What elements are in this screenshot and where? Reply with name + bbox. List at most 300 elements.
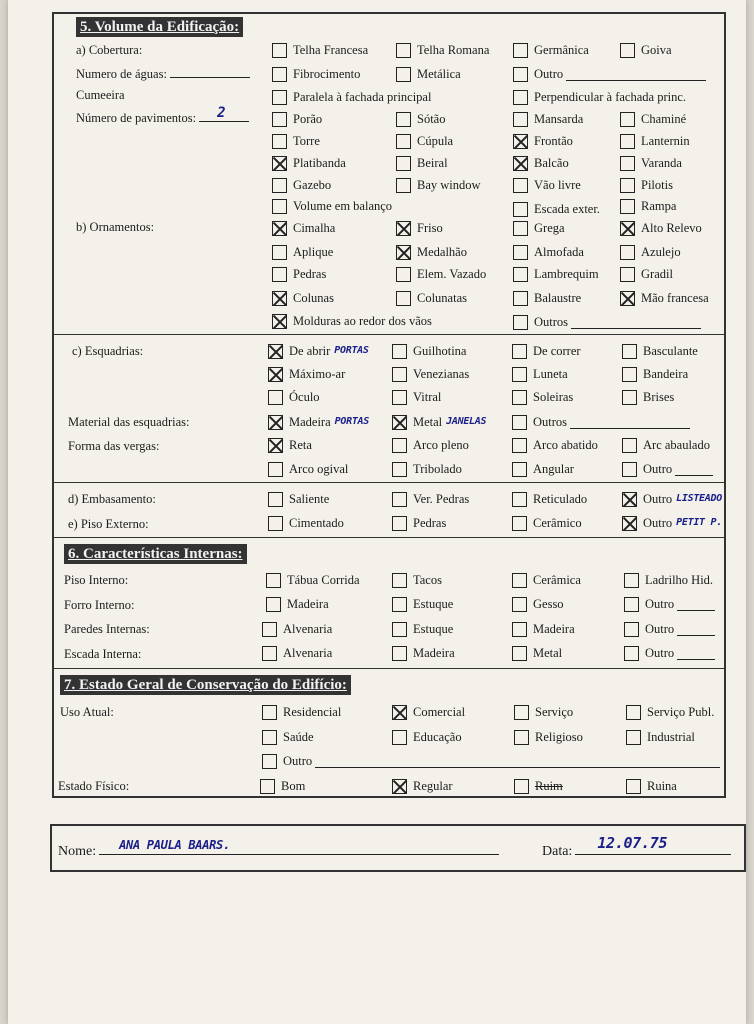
option-cupula [396, 132, 453, 150]
option-label: Pedras [293, 267, 327, 281]
handwritten-note: JANELAS [446, 416, 487, 427]
checkbox-outro[interactable] [624, 597, 639, 612]
checkbox-religioso[interactable] [514, 730, 529, 745]
option-madeira [512, 620, 575, 638]
option-outro [624, 620, 715, 638]
option-label: Outro [645, 646, 675, 660]
checkbox-bay-window[interactable] [396, 178, 411, 193]
option-telha-francesa [272, 41, 368, 59]
option-label: Goiva [641, 43, 672, 57]
option-label: Outro [645, 622, 675, 636]
checkbox-metal[interactable] [392, 415, 407, 430]
option-label: Reticulado [533, 492, 588, 506]
uso-atual-label: Uso Atual: [60, 705, 114, 719]
option-beiral [396, 154, 448, 172]
option-label: Friso [417, 221, 443, 235]
checkbox-balaustre[interactable] [513, 291, 528, 306]
checkbox-alvenaria[interactable] [262, 622, 277, 637]
option-educacao [392, 728, 462, 746]
option-label: Azulejo [641, 245, 681, 259]
option-label: Comercial [413, 705, 466, 719]
option-label: Guilhotina [413, 344, 467, 358]
pavimentos-field[interactable] [199, 105, 249, 122]
checkbox-friso[interactable] [396, 221, 411, 236]
checkbox-outro[interactable] [513, 67, 528, 82]
option-outro [513, 65, 706, 83]
option-regular [392, 777, 453, 795]
handwritten-note: LISTEADO [676, 493, 722, 504]
checkbox-saude[interactable] [262, 730, 277, 745]
option-label: Pilotis [641, 178, 673, 192]
option-ver-pedras [392, 490, 469, 508]
checkbox-outro[interactable] [622, 492, 637, 507]
option-label: Perpendicular à fachada princ. [534, 90, 687, 104]
option-tabua-corrida [266, 571, 360, 589]
checkbox-servico-publ[interactable] [626, 705, 641, 720]
checkbox-mansarda[interactable] [513, 112, 528, 127]
checkbox-paralela-a-fachada-principal[interactable] [272, 90, 287, 105]
option-label: Arco abatido [533, 438, 598, 452]
option-torre [272, 132, 320, 150]
option-colunas [272, 289, 334, 307]
option-de-abrir [268, 342, 369, 360]
option-almofada [513, 243, 584, 261]
option-label: Educação [413, 730, 462, 744]
checkbox-colunatas[interactable] [396, 291, 411, 306]
checkbox-angular[interactable] [512, 462, 527, 477]
checkbox-chamine[interactable] [620, 112, 635, 127]
option-label: Estuque [413, 597, 454, 611]
checkbox-outro[interactable] [262, 754, 277, 769]
other-field[interactable] [315, 755, 720, 768]
checkbox-pilotis[interactable] [620, 178, 635, 193]
option-germanica [513, 41, 589, 59]
pavimentos-value: 2 [217, 105, 226, 121]
option-label: Germânica [534, 43, 589, 57]
paper-sheet [8, 0, 746, 1024]
option-industrial [626, 728, 695, 746]
other-field[interactable] [675, 463, 713, 476]
option-label: Paralela à fachada principal [293, 90, 432, 104]
option-label: Ladrilho Hid. [645, 573, 714, 587]
option-label: Outro [534, 67, 564, 81]
checkbox-goiva[interactable] [620, 43, 635, 58]
option-label: Medalhão [417, 245, 467, 259]
option-label: Bay window [417, 178, 481, 192]
option-varanda [620, 154, 682, 172]
option-label: Metal [413, 415, 443, 429]
option-oculo [268, 388, 320, 406]
option-label: De correr [533, 344, 581, 358]
option-label: Madeira [287, 597, 329, 611]
option-label: Máximo-ar [289, 367, 346, 381]
checkbox-arco-pleno[interactable] [392, 438, 407, 453]
option-label: Varanda [641, 156, 682, 170]
checkbox-arc-abaulado[interactable] [622, 438, 637, 453]
other-field[interactable] [566, 68, 706, 81]
checkbox-fibrocimento[interactable] [272, 67, 287, 82]
checkbox-regular[interactable] [392, 779, 407, 794]
checkbox-arco-abatido[interactable] [512, 438, 527, 453]
option-medalhao [396, 243, 467, 261]
option-arco-ogival [268, 460, 348, 478]
checkbox-comercial[interactable] [392, 705, 407, 720]
option-comercial [392, 703, 465, 721]
checkbox-reta[interactable] [268, 438, 283, 453]
option-pilotis [620, 176, 673, 194]
checkbox-guilhotina[interactable] [392, 344, 407, 359]
option-label: Pedras [413, 516, 447, 530]
checkbox-alto-relevo[interactable] [620, 221, 635, 236]
option-chamine [620, 110, 686, 128]
handwritten-note: PETIT P. [676, 517, 722, 528]
piso-externo-label: e) Piso Externo: [68, 517, 149, 531]
option-madeira [266, 595, 329, 613]
divider [54, 482, 724, 483]
option-frontao [513, 132, 573, 150]
checkbox-germanica[interactable] [513, 43, 528, 58]
option-lanternin [620, 132, 690, 150]
option-label: Venezianas [413, 367, 470, 381]
option-estuque [392, 595, 453, 613]
checkbox-outro[interactable] [624, 646, 639, 661]
handwritten-note: PORTAS [334, 345, 369, 356]
checkbox-beiral[interactable] [396, 156, 411, 171]
checkbox-outro[interactable] [624, 622, 639, 637]
section-6-title: 6. Características Internas: [64, 544, 247, 564]
signature-box [50, 824, 746, 872]
option-label: Saliente [289, 492, 330, 506]
option-label: Bom [281, 779, 306, 793]
checkbox-azulejo[interactable] [620, 245, 635, 260]
option-label: Gradil [641, 267, 673, 281]
option-label: Outro [643, 492, 673, 506]
checkbox-alvenaria[interactable] [262, 646, 277, 661]
checkbox-outros[interactable] [512, 415, 527, 430]
option-venezianas [392, 365, 469, 383]
forro-interno-label: Forro Interno: [64, 598, 135, 612]
option-mansarda [513, 110, 583, 128]
other-field[interactable] [571, 316, 701, 329]
option-ceramico [512, 514, 582, 532]
checkbox-madeira[interactable] [266, 597, 281, 612]
checkbox-residencial[interactable] [262, 705, 277, 720]
option-label: Arco pleno [413, 438, 469, 452]
checkbox-gazebo[interactable] [272, 178, 287, 193]
option-mao-francesa [620, 289, 709, 307]
option-sotao [396, 110, 445, 128]
option-outro [624, 595, 715, 613]
checkbox-perpendicular-a-fachada-princ[interactable] [513, 90, 528, 105]
other-field[interactable] [570, 416, 690, 429]
checkbox-lambrequim[interactable] [513, 267, 528, 282]
checkbox-escada-exter[interactable] [513, 202, 528, 217]
name-row: Nome: ANA PAULA BAARS. [58, 840, 499, 860]
date-row: Data: 12.07.75 [542, 840, 731, 860]
checkbox-porao[interactable] [272, 112, 287, 127]
option-label: Balaustre [534, 291, 582, 305]
option-tribolado [392, 460, 462, 478]
checkbox-medalhao[interactable] [396, 245, 411, 260]
checkbox-pedras[interactable] [392, 516, 407, 531]
checkbox-aplique[interactable] [272, 245, 287, 260]
option-bom [260, 777, 305, 795]
checkbox-tribolado[interactable] [392, 462, 407, 477]
option-madeira [392, 644, 455, 662]
option-goiva [620, 41, 672, 59]
option-label: Angular [533, 462, 574, 476]
option-perpendicular-a-fachada-princ [513, 88, 686, 106]
option-label: Ruina [647, 779, 677, 793]
other-field[interactable] [677, 647, 715, 660]
option-label: Outro [643, 462, 673, 476]
option-angular [512, 460, 574, 478]
checkbox-telha-romana[interactable] [396, 43, 411, 58]
option-arco-pleno [392, 436, 469, 454]
option-outro [624, 644, 715, 662]
option-servico-publ [626, 703, 714, 721]
option-label: Gazebo [293, 178, 332, 192]
option-label: Luneta [533, 367, 568, 381]
option-religioso [514, 728, 583, 746]
checkbox-ceramico[interactable] [512, 516, 527, 531]
checkbox-ver-pedras[interactable] [392, 492, 407, 507]
checkbox-basculante[interactable] [622, 344, 637, 359]
option-label: Ver. Pedras [413, 492, 470, 506]
checkbox-servico[interactable] [514, 705, 529, 720]
option-colunatas [396, 289, 467, 307]
name-field[interactable] [99, 840, 499, 855]
checkbox-rampa[interactable] [620, 199, 635, 214]
checkbox-telha-francesa[interactable] [272, 43, 287, 58]
checkbox-vitral[interactable] [392, 390, 407, 405]
option-label: Vão livre [534, 178, 581, 192]
checkbox-luneta[interactable] [512, 367, 527, 382]
pavimentos-label: Número de pavimentos: 2 [76, 109, 249, 126]
checkbox-metalica[interactable] [396, 67, 411, 82]
option-label: Cimalha [293, 221, 336, 235]
section-7-title: 7. Estado Geral de Conservação do Edifício: [60, 675, 351, 695]
option-gradil [620, 265, 673, 283]
checkbox-oculo[interactable] [268, 390, 283, 405]
option-label: Bandeira [643, 367, 689, 381]
option-luneta [512, 365, 568, 383]
checkbox-vao-livre[interactable] [513, 178, 528, 193]
option-rampa [620, 197, 676, 215]
checkbox-saliente[interactable] [268, 492, 283, 507]
option-label: Cerâmica [533, 573, 581, 587]
option-label: Vitral [413, 390, 442, 404]
option-bay-window [396, 176, 481, 194]
checkbox-de-correr[interactable] [512, 344, 527, 359]
checkbox-industrial[interactable] [626, 730, 641, 745]
option-porao [272, 110, 322, 128]
option-volume-em-balanco [272, 197, 392, 215]
esquadrias-label: c) Esquadrias: [72, 344, 144, 358]
option-label: Reta [289, 438, 312, 452]
checkbox-molduras-ao-redor-dos-vaos[interactable] [272, 314, 287, 329]
checkbox-metal[interactable] [512, 646, 527, 661]
option-outros [513, 313, 701, 331]
option-label: Cerâmico [533, 516, 582, 530]
option-escada-exter [513, 200, 600, 218]
material-esquadrias-label: Material das esquadrias: [68, 415, 190, 429]
option-label: De abrir [289, 344, 331, 358]
option-ruim [514, 777, 563, 795]
other-field[interactable] [677, 598, 715, 611]
checkbox-platibanda[interactable] [272, 156, 287, 171]
checkbox-tacos[interactable] [392, 573, 407, 588]
checkbox-ceramica[interactable] [512, 573, 527, 588]
option-label: Mão francesa [641, 291, 709, 305]
checkbox-venezianas[interactable] [392, 367, 407, 382]
option-label: Rampa [641, 199, 677, 213]
option-label: Madeira [413, 646, 455, 660]
option-estuque [392, 620, 453, 638]
other-field[interactable] [677, 623, 715, 636]
option-label: Porão [293, 112, 323, 126]
option-friso [396, 219, 443, 237]
checkbox-torre[interactable] [272, 134, 287, 149]
checkbox-estuque[interactable] [392, 622, 407, 637]
option-label: Sótão [417, 112, 446, 126]
checkbox-brises[interactable] [622, 390, 637, 405]
option-ceramica [512, 571, 581, 589]
option-label: Volume em balanço [293, 199, 393, 213]
option-label: Chaminé [641, 112, 687, 126]
option-label: Almofada [534, 245, 584, 259]
checkbox-cimalha[interactable] [272, 221, 287, 236]
checkbox-grega[interactable] [513, 221, 528, 236]
option-label: Frontão [534, 134, 573, 148]
option-alvenaria [262, 644, 332, 662]
option-label: Balcão [534, 156, 569, 170]
option-label: Residencial [283, 705, 342, 719]
checkbox-estuque[interactable] [392, 597, 407, 612]
checkbox-gradil[interactable] [620, 267, 635, 282]
checkbox-volume-em-balanco[interactable] [272, 199, 287, 214]
checkbox-cupula[interactable] [396, 134, 411, 149]
option-label: Telha Romana [417, 43, 490, 57]
option-basculante [622, 342, 698, 360]
option-saude [262, 728, 314, 746]
forma-vergas-label: Forma das vergas: [68, 439, 160, 453]
embasamento-label: d) Embasamento: [68, 492, 156, 506]
piso-interno-label: Piso Interno: [64, 573, 129, 587]
option-label: Óculo [289, 390, 320, 404]
section-5-title: 5. Volume da Edificação: [76, 17, 243, 37]
option-molduras-ao-redor-dos-vaos [272, 312, 432, 330]
checkbox-ruim[interactable] [514, 779, 529, 794]
option-label: Outros [534, 315, 569, 329]
estado-fisico-label: Estado Físico: [58, 779, 130, 793]
option-label: Metálica [417, 67, 461, 81]
option-metalica [396, 65, 461, 83]
option-vao-livre [513, 176, 581, 194]
option-maximo-ar [268, 365, 345, 383]
checkbox-mao-francesa[interactable] [620, 291, 635, 306]
checkbox-varanda[interactable] [620, 156, 635, 171]
option-azulejo [620, 243, 681, 261]
option-label: Colunatas [417, 291, 467, 305]
aguas-label: Numero de águas: [76, 65, 250, 82]
checkbox-almofada[interactable] [513, 245, 528, 260]
option-guilhotina [392, 342, 466, 360]
option-label: Aplique [293, 245, 334, 259]
checkbox-educacao[interactable] [392, 730, 407, 745]
option-label: Alvenaria [283, 646, 333, 660]
checkbox-tabua-corrida[interactable] [266, 573, 281, 588]
option-label: Metal [533, 646, 563, 660]
aguas-field[interactable] [170, 65, 250, 78]
option-label: Regular [413, 779, 453, 793]
option-ladrilho-hid [624, 571, 713, 589]
option-ruina [626, 777, 677, 795]
checkbox-maximo-ar[interactable] [268, 367, 283, 382]
checkbox-lanternin[interactable] [620, 134, 635, 149]
checkbox-bom[interactable] [260, 779, 275, 794]
checkbox-cimentado[interactable] [268, 516, 283, 531]
checkbox-outro[interactable] [622, 516, 637, 531]
option-label: Soleiras [533, 390, 574, 404]
option-bandeira [622, 365, 688, 383]
checkbox-bandeira[interactable] [622, 367, 637, 382]
divider [54, 668, 724, 669]
checkbox-reticulado[interactable] [512, 492, 527, 507]
checkbox-gesso[interactable] [512, 597, 527, 612]
checkbox-colunas[interactable] [272, 291, 287, 306]
option-residencial [262, 703, 341, 721]
date-value: 12.07.75 [597, 834, 668, 852]
option-reta [268, 436, 312, 454]
option-label: Serviço [535, 705, 574, 719]
option-fibrocimento [272, 65, 360, 83]
checkbox-de-abrir[interactable] [268, 344, 283, 359]
checkbox-arco-ogival[interactable] [268, 462, 283, 477]
option-label: Outro [643, 516, 673, 530]
option-label: Tacos [413, 573, 442, 587]
option-label: Beiral [417, 156, 448, 170]
cumeeira-label: Cumeeira [76, 88, 125, 102]
option-brises [622, 388, 674, 406]
option-platibanda [272, 154, 346, 172]
checkbox-pedras[interactable] [272, 267, 287, 282]
option-label: Religioso [535, 730, 583, 744]
checkbox-madeira[interactable] [268, 415, 283, 430]
checkbox-sotao[interactable] [396, 112, 411, 127]
checkbox-balcao[interactable] [513, 156, 528, 171]
option-cimentado [268, 514, 344, 532]
checkbox-ruina[interactable] [626, 779, 641, 794]
checkbox-madeira[interactable] [392, 646, 407, 661]
checkbox-outro[interactable] [622, 462, 637, 477]
option-label: Estuque [413, 622, 454, 636]
checkbox-elem-vazado[interactable] [396, 267, 411, 282]
paredes-internas-label: Paredes Internas: [64, 622, 150, 636]
option-arc-abaulado [622, 436, 710, 454]
checkbox-outros[interactable] [513, 315, 528, 330]
option-paralela-a-fachada-principal [272, 88, 431, 106]
option-label: Escada exter. [534, 202, 600, 216]
checkbox-frontao[interactable] [513, 134, 528, 149]
checkbox-ladrilho-hid[interactable] [624, 573, 639, 588]
option-outro [262, 752, 720, 770]
checkbox-madeira[interactable] [512, 622, 527, 637]
option-label: Brises [643, 390, 675, 404]
checkbox-soleiras[interactable] [512, 390, 527, 405]
option-label: Colunas [293, 291, 334, 305]
option-gazebo [272, 176, 331, 194]
